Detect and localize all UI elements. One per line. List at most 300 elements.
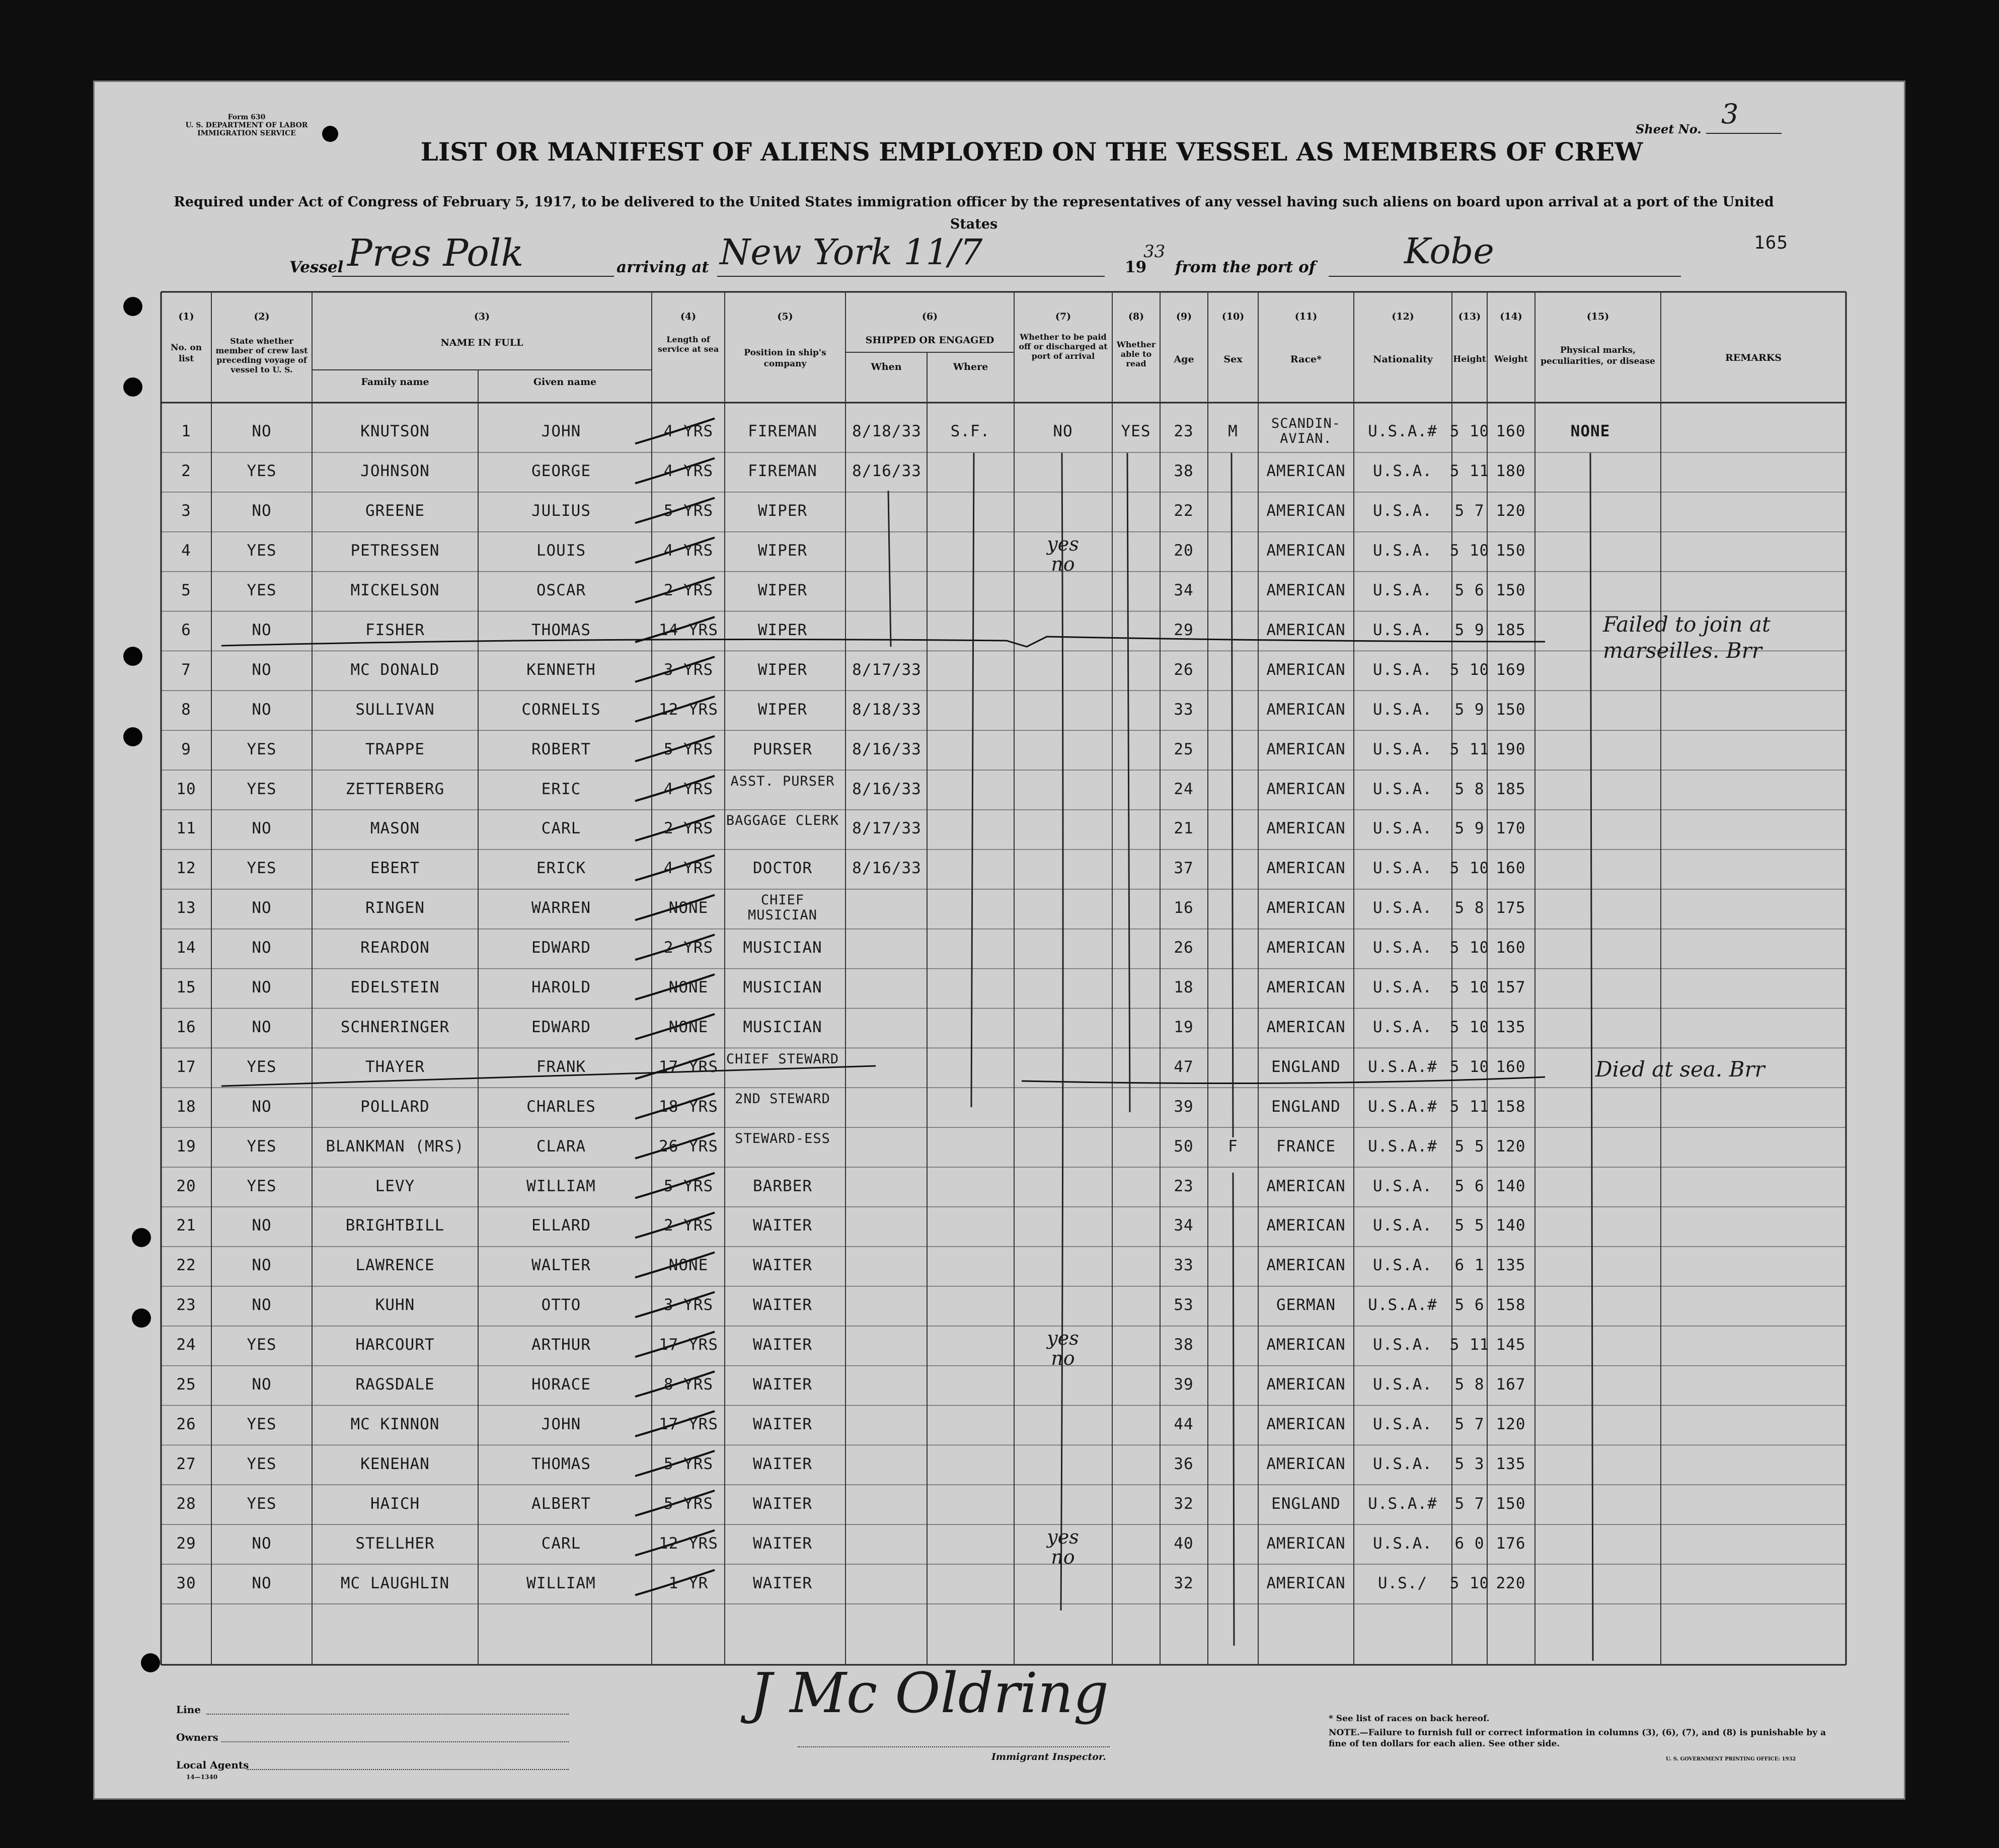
cell-given-name: WALTER xyxy=(531,1256,591,1275)
cell-nationality: U.S.A. xyxy=(1373,502,1432,520)
cell-service-length: 26 YRS xyxy=(659,1137,718,1156)
cell-height: 5 6 xyxy=(1454,1296,1485,1315)
cell-race: AMERICAN xyxy=(1266,1375,1346,1394)
cell-previous-voyage: NO xyxy=(252,1256,272,1275)
cell-race: SCANDIN-AVIAN. xyxy=(1271,416,1341,447)
cell-service-length: 5 YRS xyxy=(663,1454,714,1473)
cell-paid-off: yes no xyxy=(1047,1525,1079,1568)
cell-height: 5 5 xyxy=(1454,1216,1485,1235)
cell-previous-voyage: YES xyxy=(247,1336,277,1354)
cell-given-name: KENNETH xyxy=(526,660,596,679)
sheet-number: 3 xyxy=(1721,98,1739,130)
cell-age: 47 xyxy=(1174,1057,1194,1076)
cell-service-length: 17 YRS xyxy=(659,1057,718,1076)
col-4-number: (4) xyxy=(680,311,697,322)
cell-weight: 145 xyxy=(1496,1336,1526,1354)
cell-given-name: FRANK xyxy=(536,1057,586,1076)
cell-nationality: U.S.A. xyxy=(1373,542,1432,560)
cell-previous-voyage: YES xyxy=(247,780,277,798)
cell-weight: 140 xyxy=(1496,1216,1526,1235)
cell-height: 6 1 xyxy=(1454,1256,1485,1275)
page-subtitle: Required under Act of Congress of February 5, 1917, to be delivered to the United States immigration officer by the representatives of any vessel having such aliens on board upon arrival at a port of the United States xyxy=(174,194,1774,232)
cell-family-name: SULLIVAN xyxy=(355,700,435,719)
cell-service-length: 2 YRS xyxy=(663,819,714,838)
cell-row-number: 20 xyxy=(176,1177,196,1195)
cell-nationality: U.S.A. xyxy=(1373,1336,1432,1354)
cell-position: WAITER xyxy=(753,1415,812,1433)
cell-position: BARBER xyxy=(753,1177,812,1195)
cell-height: 5 10 xyxy=(1449,939,1490,957)
cell-row-number: 22 xyxy=(176,1256,196,1275)
vessel-name: Pres Polk xyxy=(347,232,524,275)
cell-family-name: LEVY xyxy=(375,1177,415,1195)
remark-row-17: Died at sea. Brr xyxy=(1595,1057,1765,1082)
cell-race: GERMAN xyxy=(1276,1296,1336,1315)
cell-race: AMERICAN xyxy=(1266,939,1346,957)
cell-weight: 160 xyxy=(1496,859,1526,878)
cell-family-name: LAWRENCE xyxy=(355,1256,435,1275)
col-3-number: (3) xyxy=(474,311,490,322)
cell-weight: 150 xyxy=(1496,1494,1526,1513)
cell-sex: M xyxy=(1228,422,1238,441)
cell-row-number: 8 xyxy=(181,700,191,719)
col-3-header: NAME IN FULL xyxy=(440,337,523,348)
cell-age: 37 xyxy=(1174,859,1194,878)
cell-physical-marks: NONE xyxy=(1570,422,1610,441)
cell-weight: 158 xyxy=(1496,1097,1526,1116)
cell-race: AMERICAN xyxy=(1266,621,1346,639)
cell-nationality: U.S.A. xyxy=(1373,1177,1432,1195)
col-3-given-header: Given name xyxy=(533,376,597,388)
cell-shipped-when: 8/18/33 xyxy=(852,700,921,719)
col-14-number: (14) xyxy=(1500,311,1522,322)
cell-family-name: EDELSTEIN xyxy=(350,978,440,997)
cell-age: 32 xyxy=(1174,1494,1194,1513)
cell-weight: 150 xyxy=(1496,581,1526,600)
arrival-port: New York 11/7 xyxy=(720,232,983,273)
cell-family-name: POLLARD xyxy=(360,1097,430,1116)
cell-family-name: PETRESSEN xyxy=(350,542,440,560)
cell-race: ENGLAND xyxy=(1271,1057,1341,1076)
col-1-header: No. on list xyxy=(170,343,202,364)
cell-race: AMERICAN xyxy=(1266,700,1346,719)
cell-race: ENGLAND xyxy=(1271,1097,1341,1116)
cell-nationality: U.S.A. xyxy=(1373,780,1432,798)
cell-row-number: 24 xyxy=(176,1336,196,1354)
cell-nationality: U.S.A. xyxy=(1373,1454,1432,1473)
cell-height: 5 11 xyxy=(1449,462,1490,481)
inspector-label: Immigrant Inspector. xyxy=(991,1751,1106,1762)
col-2-number: (2) xyxy=(254,311,270,322)
cell-weight: 150 xyxy=(1496,542,1526,560)
cell-position: 2ND STEWARD xyxy=(735,1091,830,1107)
col-5-header: Position in ship's company xyxy=(744,348,826,369)
cell-row-number: 2 xyxy=(181,462,191,481)
col-6-number: (6) xyxy=(921,311,938,322)
cell-height: 5 11 xyxy=(1449,1097,1490,1116)
cell-service-length: 5 YRS xyxy=(663,740,714,758)
cell-row-number: 26 xyxy=(176,1415,196,1433)
cell-shipped-when: 8/16/33 xyxy=(852,780,921,798)
cell-nationality: U.S.A.# xyxy=(1368,1057,1437,1076)
cell-age: 34 xyxy=(1174,1216,1194,1235)
cell-height: 5 11 xyxy=(1449,740,1490,758)
cell-family-name: THAYER xyxy=(365,1057,425,1076)
cell-service-length: 1 YR xyxy=(668,1574,709,1592)
cell-age: 18 xyxy=(1174,978,1194,997)
col-7-header: Whether to be paid off or discharged at port of arrival xyxy=(1019,332,1108,361)
printing-office: U. S. GOVERNMENT PRINTING OFFICE: 1932 xyxy=(1666,1756,1796,1762)
inspector-signature: J Mc Oldring xyxy=(750,1661,1109,1725)
cell-height: 5 10 xyxy=(1449,1057,1490,1076)
cell-family-name: REARDON xyxy=(360,939,430,957)
cell-race: AMERICAN xyxy=(1266,502,1346,520)
col-1-number: (1) xyxy=(178,311,194,322)
cell-given-name: JULIUS xyxy=(531,502,591,520)
col-13-number: (13) xyxy=(1458,311,1481,322)
col-15-number: (15) xyxy=(1586,311,1609,322)
cell-race: AMERICAN xyxy=(1266,542,1346,560)
cell-previous-voyage: NO xyxy=(252,1534,272,1553)
sheet-label: Sheet No. xyxy=(1636,122,1702,136)
cell-given-name: THOMAS xyxy=(531,621,591,639)
cell-previous-voyage: YES xyxy=(247,859,277,878)
cell-able-to-read: YES xyxy=(1121,422,1151,441)
cell-given-name: ERICK xyxy=(536,859,586,878)
year-prefix: 19 xyxy=(1125,258,1147,276)
cell-race: AMERICAN xyxy=(1266,978,1346,997)
cell-previous-voyage: YES xyxy=(247,1494,277,1513)
col-8-header: Whether able to read xyxy=(1116,340,1156,368)
cell-service-length: 4 YRS xyxy=(663,780,714,798)
cell-weight: 185 xyxy=(1496,621,1526,639)
cell-family-name: RAGSDALE xyxy=(355,1375,435,1394)
cell-given-name: JOHN xyxy=(541,422,581,441)
cell-given-name: OTTO xyxy=(541,1296,581,1315)
cell-position: CHIEF MUSICIAN xyxy=(747,892,818,923)
cell-age: 16 xyxy=(1174,899,1194,917)
cell-service-length: 4 YRS xyxy=(663,462,714,481)
cell-given-name: HORACE xyxy=(531,1375,591,1394)
cell-service-length: 5 YRS xyxy=(663,1177,714,1195)
cell-height: 5 3 xyxy=(1454,1454,1485,1473)
cell-given-name: LOUIS xyxy=(536,542,586,560)
cell-race: FRANCE xyxy=(1276,1137,1336,1156)
cell-weight: 157 xyxy=(1496,978,1526,997)
cell-row-number: 18 xyxy=(176,1097,196,1116)
cell-race: AMERICAN xyxy=(1266,581,1346,600)
cell-given-name: ARTHUR xyxy=(531,1336,591,1354)
cell-weight: 160 xyxy=(1496,1057,1526,1076)
cell-weight: 180 xyxy=(1496,462,1526,481)
cell-position: FIREMAN xyxy=(748,462,817,481)
cell-service-length: 2 YRS xyxy=(663,939,714,957)
cell-race: ENGLAND xyxy=(1271,1494,1341,1513)
cell-height: 5 8 xyxy=(1454,1375,1485,1394)
cell-row-number: 17 xyxy=(176,1057,196,1076)
cell-previous-voyage: YES xyxy=(247,1057,277,1076)
cell-age: 44 xyxy=(1174,1415,1194,1433)
cell-given-name: CLARA xyxy=(536,1137,586,1156)
cell-family-name: KUHN xyxy=(375,1296,415,1315)
cell-age: 21 xyxy=(1174,819,1194,838)
cell-nationality: U.S.A. xyxy=(1373,1415,1432,1433)
cell-position: ASST. PURSER xyxy=(730,773,835,789)
cell-nationality: U.S.A. xyxy=(1373,978,1432,997)
cell-nationality: U.S.A. xyxy=(1373,581,1432,600)
cell-nationality: U.S.A. xyxy=(1373,939,1432,957)
cell-family-name: MC LAUGHLIN xyxy=(340,1574,450,1592)
cell-previous-voyage: NO xyxy=(252,899,272,917)
col-2-header: State whether member of crew last preceding voyage of vessel to U. S. xyxy=(215,336,308,374)
cell-height: 5 5 xyxy=(1454,1137,1485,1156)
cell-row-number: 10 xyxy=(176,780,196,798)
cell-race: AMERICAN xyxy=(1266,1336,1346,1354)
cell-previous-voyage: NO xyxy=(252,1216,272,1235)
cell-race: AMERICAN xyxy=(1266,1415,1346,1433)
cell-nationality: U.S.A. xyxy=(1373,740,1432,758)
cell-position: WAITER xyxy=(753,1574,812,1592)
cell-weight: 135 xyxy=(1496,1018,1526,1036)
cell-service-length: 4 YRS xyxy=(663,542,714,560)
cell-row-number: 28 xyxy=(176,1494,196,1513)
cell-row-number: 15 xyxy=(176,978,196,997)
cell-weight: 150 xyxy=(1496,700,1526,719)
cell-position: CHIEF STEWARD xyxy=(726,1051,839,1067)
races-note: * See list of races on back hereof. xyxy=(1329,1714,1490,1724)
cell-family-name: STELLHER xyxy=(355,1534,435,1553)
remarks-header: REMARKS xyxy=(1725,352,1782,363)
cell-position: MUSICIAN xyxy=(743,978,822,997)
cell-row-number: 4 xyxy=(181,542,191,560)
col-14-header: Weight xyxy=(1494,354,1528,364)
col-6-header: SHIPPED OR ENGAGED xyxy=(865,335,994,346)
arriving-label: arriving at xyxy=(617,258,709,276)
cell-row-number: 13 xyxy=(176,899,196,917)
cell-weight: 158 xyxy=(1496,1296,1526,1315)
cell-family-name: MICKELSON xyxy=(350,581,440,600)
cell-age: 25 xyxy=(1174,740,1194,758)
cell-given-name: WILLIAM xyxy=(526,1574,596,1592)
cell-height: 5 6 xyxy=(1454,581,1485,600)
cell-family-name: ZETTERBERG xyxy=(345,780,445,798)
cell-shipped-when: 8/16/33 xyxy=(852,740,921,758)
cell-row-number: 14 xyxy=(176,939,196,957)
cell-previous-voyage: YES xyxy=(247,581,277,600)
cell-row-number: 9 xyxy=(181,740,191,758)
cell-service-length: 3 YRS xyxy=(663,1296,714,1315)
cell-position: WAITER xyxy=(753,1375,812,1394)
cell-given-name: THOMAS xyxy=(531,1454,591,1473)
local-agents-label: Local Agents xyxy=(176,1759,249,1771)
cell-height: 5 11 xyxy=(1449,1336,1490,1354)
cell-sex: F xyxy=(1228,1137,1238,1156)
cell-given-name: ROBERT xyxy=(531,740,591,758)
cell-age: 38 xyxy=(1174,462,1194,481)
cell-service-length: 17 YRS xyxy=(659,1415,718,1433)
cell-service-length: 2 YRS xyxy=(663,1216,714,1235)
cell-race: AMERICAN xyxy=(1266,899,1346,917)
cell-service-length: 14 YRS xyxy=(659,621,718,639)
cell-age: 36 xyxy=(1174,1454,1194,1473)
cell-previous-voyage: NO xyxy=(252,1375,272,1394)
cell-nationality: U.S.A. xyxy=(1373,899,1432,917)
cell-previous-voyage: YES xyxy=(247,462,277,481)
cell-age: 39 xyxy=(1174,1375,1194,1394)
vessel-label: Vessel xyxy=(289,258,344,276)
cell-row-number: 23 xyxy=(176,1296,196,1315)
col-15-header: Physical marks, peculiarities, or disease xyxy=(1541,345,1655,366)
cell-position: WAITER xyxy=(753,1256,812,1275)
departure-port: Kobe xyxy=(1404,230,1494,272)
cell-position: FIREMAN xyxy=(748,422,817,441)
cell-position: WIPER xyxy=(757,621,808,639)
cell-service-length: NONE xyxy=(668,1256,709,1275)
col-10-number: (10) xyxy=(1221,311,1245,322)
cell-nationality: U.S.A. xyxy=(1373,1534,1432,1553)
col-12-header: Nationality xyxy=(1373,354,1433,365)
cell-height: 5 9 xyxy=(1454,700,1485,719)
col-6-when-header: When xyxy=(871,361,902,372)
stamp-number: 165 xyxy=(1754,233,1789,253)
cell-service-length: 4 YRS xyxy=(663,859,714,878)
cell-given-name: HAROLD xyxy=(531,978,591,997)
cell-race: AMERICAN xyxy=(1266,859,1346,878)
cell-family-name: KENEHAN xyxy=(360,1454,430,1473)
cell-nationality: U.S.A.# xyxy=(1368,1137,1437,1156)
cell-race: AMERICAN xyxy=(1266,1574,1346,1592)
cell-previous-voyage: YES xyxy=(247,1415,277,1433)
form-number: Form 630 xyxy=(227,113,266,121)
cell-weight: 140 xyxy=(1496,1177,1526,1195)
cell-weight: 190 xyxy=(1496,740,1526,758)
cell-race: AMERICAN xyxy=(1266,819,1346,838)
cell-position: BAGGAGE CLERK xyxy=(726,813,839,829)
cell-row-number: 7 xyxy=(181,660,191,679)
cell-nationality: U.S.A.# xyxy=(1368,1494,1437,1513)
cell-previous-voyage: NO xyxy=(252,502,272,520)
cell-position: WAITER xyxy=(753,1296,812,1315)
cell-shipped-when: 8/17/33 xyxy=(852,660,921,679)
cell-height: 5 9 xyxy=(1454,819,1485,838)
cell-family-name: TRAPPE xyxy=(365,740,425,758)
cell-race: AMERICAN xyxy=(1266,1216,1346,1235)
cell-paid-off: yes no xyxy=(1047,533,1079,576)
cell-age: 34 xyxy=(1174,581,1194,600)
cell-family-name: HARCOURT xyxy=(355,1336,435,1354)
cell-service-length: 12 YRS xyxy=(659,1534,718,1553)
cell-previous-voyage: NO xyxy=(252,978,272,997)
col-8-number: (8) xyxy=(1128,311,1144,322)
cell-given-name: CARL xyxy=(541,1534,581,1553)
cell-height: 5 7 xyxy=(1454,1415,1485,1433)
cell-row-number: 1 xyxy=(181,422,191,441)
cell-previous-voyage: NO xyxy=(252,1574,272,1592)
cell-shipped-when: 8/16/33 xyxy=(852,859,921,878)
cell-nationality: U.S.A.# xyxy=(1368,1097,1437,1116)
cell-given-name: WILLIAM xyxy=(526,1177,596,1195)
cell-age: 24 xyxy=(1174,780,1194,798)
cell-service-length: 18 YRS xyxy=(659,1097,718,1116)
cell-given-name: EDWARD xyxy=(531,1018,591,1036)
cell-previous-voyage: YES xyxy=(247,1137,277,1156)
cell-nationality: U.S./ xyxy=(1377,1574,1428,1592)
cell-age: 26 xyxy=(1174,939,1194,957)
cell-age: 50 xyxy=(1174,1137,1194,1156)
owners-label: Owners xyxy=(176,1731,218,1743)
cell-previous-voyage: YES xyxy=(247,1177,277,1195)
cell-race: AMERICAN xyxy=(1266,462,1346,481)
cell-previous-voyage: YES xyxy=(247,542,277,560)
cell-family-name: GREENE xyxy=(365,502,425,520)
cell-previous-voyage: NO xyxy=(252,1097,272,1116)
cell-age: 29 xyxy=(1174,621,1194,639)
cell-shipped-when: 8/16/33 xyxy=(852,462,921,481)
cell-nationality: U.S.A. xyxy=(1373,1216,1432,1235)
cell-family-name: JOHNSON xyxy=(360,462,430,481)
cell-age: 32 xyxy=(1174,1574,1194,1592)
cell-previous-voyage: NO xyxy=(252,1018,272,1036)
cell-given-name: ELLARD xyxy=(531,1216,591,1235)
cell-family-name: FISHER xyxy=(365,621,425,639)
cell-row-number: 21 xyxy=(176,1216,196,1235)
cell-given-name: EDWARD xyxy=(531,939,591,957)
cell-nationality: U.S.A. xyxy=(1373,1018,1432,1036)
cell-nationality: U.S.A. xyxy=(1373,700,1432,719)
service-name: IMMIGRATION SERVICE xyxy=(197,129,296,137)
cell-nationality: U.S.A. xyxy=(1373,1256,1432,1275)
cell-service-length: NONE xyxy=(668,899,709,917)
cell-nationality: U.S.A. xyxy=(1373,660,1432,679)
cell-given-name: WARREN xyxy=(531,899,591,917)
cell-service-length: 4 YRS xyxy=(663,422,714,441)
cell-height: 5 10 xyxy=(1449,859,1490,878)
cell-family-name: BLANKMAN (MRS) xyxy=(326,1137,465,1156)
cell-height: 5 7 xyxy=(1454,1494,1485,1513)
cell-row-number: 19 xyxy=(176,1137,196,1156)
remark-row-6: Failed to join at marseilles. Brr xyxy=(1603,612,1771,663)
cell-position: WAITER xyxy=(753,1336,812,1354)
cell-row-number: 12 xyxy=(176,859,196,878)
cell-position: WAITER xyxy=(753,1494,812,1513)
cell-race: AMERICAN xyxy=(1266,1256,1346,1275)
cell-shipped-where: S.F. xyxy=(950,422,990,441)
cell-given-name: OSCAR xyxy=(536,581,586,600)
cell-weight: 120 xyxy=(1496,1137,1526,1156)
cell-age: 19 xyxy=(1174,1018,1194,1036)
cell-previous-voyage: NO xyxy=(252,422,272,441)
cell-family-name: MASON xyxy=(370,819,420,838)
cell-weight: 220 xyxy=(1496,1574,1526,1592)
cell-height: 5 6 xyxy=(1454,1177,1485,1195)
cell-height: 5 8 xyxy=(1454,899,1485,917)
cell-row-number: 5 xyxy=(181,581,191,600)
cell-weight: 170 xyxy=(1496,819,1526,838)
cell-race: AMERICAN xyxy=(1266,1534,1346,1553)
cell-given-name: JOHN xyxy=(541,1415,581,1433)
cell-weight: 160 xyxy=(1496,939,1526,957)
cell-weight: 185 xyxy=(1496,780,1526,798)
col-13-header: Height xyxy=(1453,354,1486,364)
cell-height: 5 10 xyxy=(1449,978,1490,997)
cell-row-number: 16 xyxy=(176,1018,196,1036)
cell-service-length: 3 YRS xyxy=(663,660,714,679)
cell-previous-voyage: NO xyxy=(252,819,272,838)
cell-nationality: U.S.A.# xyxy=(1368,422,1437,441)
cell-row-number: 27 xyxy=(176,1454,196,1473)
cell-position: WIPER xyxy=(757,581,808,600)
cell-height: 5 9 xyxy=(1454,621,1485,639)
